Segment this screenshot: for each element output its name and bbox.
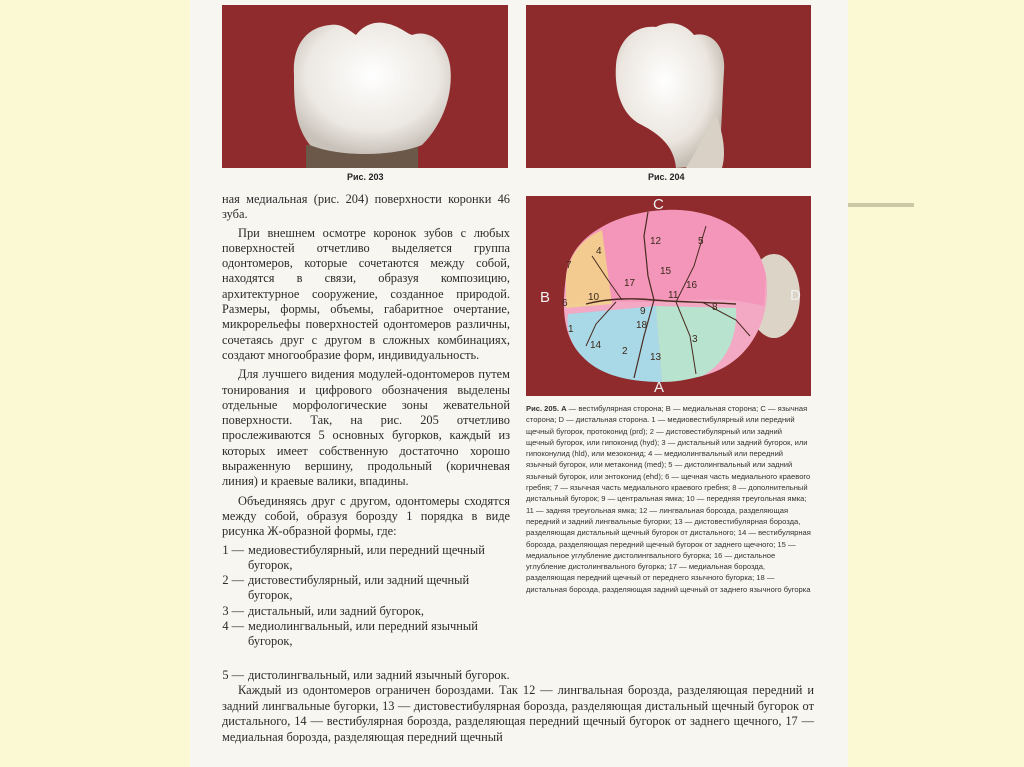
diagram-number: 7 bbox=[566, 260, 572, 271]
figure-205-caption bbox=[526, 403, 812, 595]
diagram-number: 9 bbox=[640, 306, 646, 317]
list-text: дистолингвальный, или задний язычный бугорок. bbox=[248, 668, 510, 682]
list-item bbox=[222, 604, 510, 619]
diagram-number: 17 bbox=[624, 278, 636, 289]
diagram-number: 8 bbox=[712, 302, 718, 313]
diagram-number: 5 bbox=[698, 236, 704, 247]
slide-background-right bbox=[848, 0, 1024, 767]
figure-203-photo bbox=[222, 5, 508, 168]
diagram-number: 10 bbox=[588, 292, 600, 303]
slide-background-left bbox=[0, 0, 180, 767]
list-item bbox=[222, 543, 510, 574]
figure-203-label: Рис. 203 bbox=[347, 172, 384, 182]
diagram-number: 3 bbox=[692, 334, 698, 345]
list-text: дистовестибулярный, или задний щечный бугорок, bbox=[248, 573, 470, 603]
paragraph: ная медиальная (рис. 204) поверхности коронки 46 зуба. bbox=[222, 192, 510, 222]
diagram-letter-b: B bbox=[540, 289, 551, 306]
list-text: медиолингвальный, или передний язычный бугорок, bbox=[248, 619, 478, 649]
list-item bbox=[222, 573, 510, 604]
figure-204-label: Рис. 204 bbox=[648, 172, 685, 182]
diagram-number: 12 bbox=[650, 236, 662, 247]
cusp-list bbox=[222, 543, 510, 650]
main-text-column bbox=[222, 192, 510, 650]
list-item bbox=[222, 619, 510, 650]
diagram-letter-c: C bbox=[653, 196, 664, 213]
caption-text: — вестибулярная сторона; B — медиальная сторона; C — язычная сторона; D — дистальная сторона. 1 — медиовестибулярный или передний щечный бугорок, протоконид (prd); 2 — дистовестибулярный или задний щечный бугорок, или гипоконид (hyd); 3 — дистальный или задний бугорок, или гипоконулид (hld), или мезоконид; 4 — медиолингвальный или передний язычный бугорок, или метаконид (med); 5 — дистолингвальный или задний язычный бугорок, или энтоконид (ehd); 6 — щечная часть медиального краевого гребня; 7 — язычная часть медиального краевого гребня; 8 — дополнительный дистальный бугорок; 9 — центральная ямка; 10 — передняя треугольная ямка; 11 — задняя треугольная ямка; 12 — лингвальная борозда, разделяющая передний и задний лингвальные бугорки; 13 — дистовестибулярная борозда, разделяющая дистальный щечный бугорок от дистального; 14 — вестибулярная борозда, разделяющая передний щечный бугорок от заднего щечного; 15 — медиальное углубление дистолингвального бугорка; 16 — дистальное углубление дистолингвального бугорка; 17 — медиальная борозда, разделяющая передний щечный от переднего язычного бугорка; 18 — дистальная борозда, разделяющая задний щечный от заднего язычного бугорка bbox=[526, 404, 811, 594]
list-number: 3 — bbox=[222, 603, 244, 618]
paragraph: Для лучшего видения модулей-одонтомеров путем тонирования и цифрового обозначения выделены отдельные морфологические зоны жевательной поверхности. Так, на рис. 205 отчетливо прослеживаются 5 основных бугорков, каждый из которых имеет собственную достаточно хорошо выраженную вершину, продольный (коричневая линия) и краевые валики, впадины. bbox=[222, 367, 510, 489]
list-number: 2 — bbox=[222, 573, 244, 588]
list-number: 4 — bbox=[222, 619, 244, 634]
list-number: 1 — bbox=[222, 542, 244, 557]
decorative-line bbox=[848, 203, 914, 207]
caption-lead: Рис. 205. A bbox=[526, 404, 567, 413]
paragraph: Каждый из одонтомеров ограничен бороздами. Так 12 — лингвальная борозда, разделяющая передний и задний лингвальные бугорки, 13 — дистовестибулярная борозда, разделяющая дистальный щечный бугорок от дистального, 14 — вестибулярная борозда, разделяющая передний щечный бугорок от заднего щечного, 17 — медиальная борозда, разделяющая передний щечный bbox=[222, 683, 814, 744]
diagram-number: 6 bbox=[562, 298, 568, 309]
diagram-number: 18 bbox=[636, 320, 648, 331]
diagram-number: 15 bbox=[660, 266, 672, 277]
diagram-number: 16 bbox=[686, 280, 698, 291]
figure-205-diagram bbox=[526, 196, 811, 396]
bottom-text bbox=[222, 668, 814, 745]
book-page bbox=[190, 0, 848, 767]
tooth-image-204 bbox=[526, 5, 811, 168]
diagram-number: 13 bbox=[650, 352, 662, 363]
tooth-image-203 bbox=[222, 5, 508, 168]
list-text: дистальный, или задний бугорок, bbox=[248, 603, 424, 618]
diagram-letter-d: D bbox=[790, 287, 801, 304]
diagram-number: 1 bbox=[568, 324, 574, 335]
list-number: 5 — bbox=[222, 668, 244, 682]
paragraph: При внешнем осмотре коронок зубов с любых поверхностей отчетливо выделяется группа одонтомеров, которые сочетаются между собой, находятся в связи, образуя композицию, архитектурное сооружение, созданное природой. Размеры, формы, объемы, габаритное очертание, микрорельефы поверхностей одонтомеров различны, сочетаясь друг с другом в сложных комбинациях, создают многообразие форм, индивидуальность. bbox=[222, 225, 510, 362]
diagram-number: 2 bbox=[622, 346, 628, 357]
list-text: медиовестибулярный, или передний щечный бугорок, bbox=[248, 542, 485, 572]
diagram-number: 14 bbox=[590, 340, 602, 351]
paragraph: Объединяясь друг с другом, одонтомеры сходятся между собой, образуя борозду 1 порядка в виде рисунка Ж-образной формы, где: bbox=[222, 493, 510, 539]
list-item bbox=[222, 668, 814, 683]
figure-204-photo bbox=[526, 5, 811, 168]
diagram-number: 11 bbox=[668, 290, 679, 301]
diagram-letter-a: A bbox=[654, 379, 665, 396]
occlusal-surface-diagram bbox=[526, 196, 811, 396]
diagram-number: 4 bbox=[596, 246, 602, 257]
